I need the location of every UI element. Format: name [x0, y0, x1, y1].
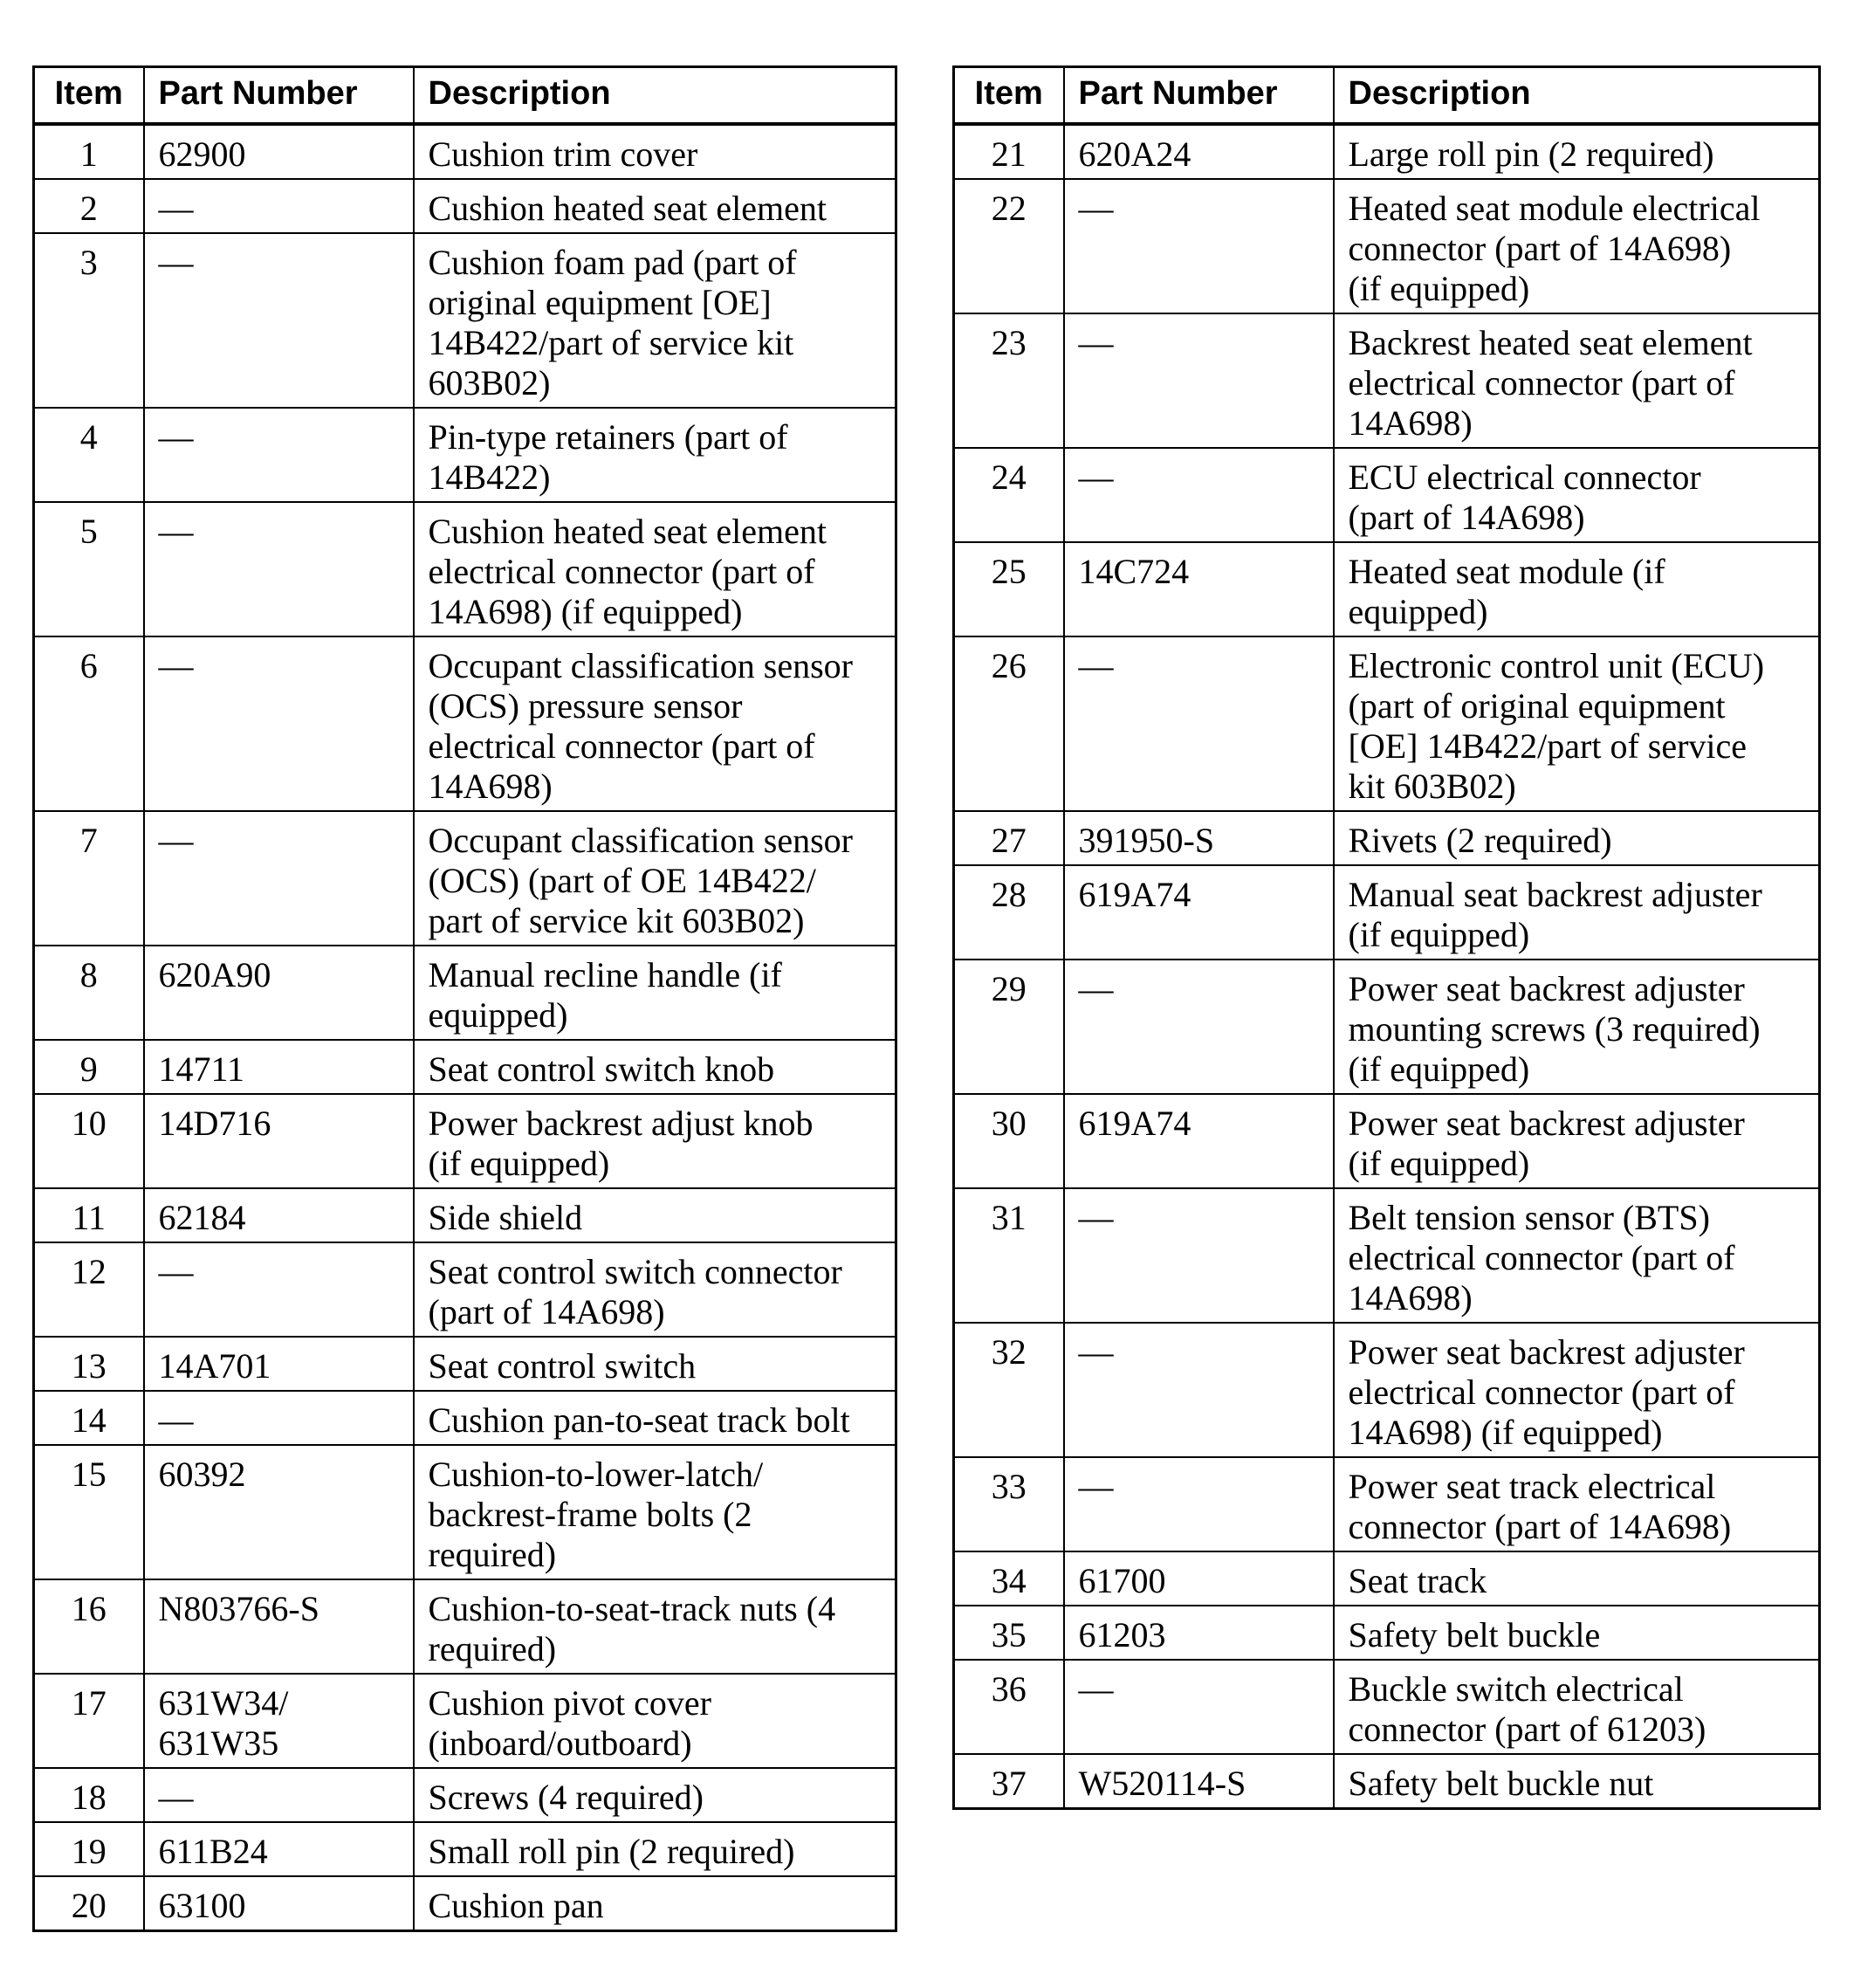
table-row	[34, 1876, 896, 1931]
part-number-cell: 391950-S	[1064, 811, 1334, 865]
description-cell: Cushion-to-lower-latch/ backrest-frame bolts (2 required)	[414, 1445, 896, 1579]
part-number-cell: —	[1064, 1457, 1334, 1551]
description-cell: Pin-type retainers (part of 14B422)	[414, 408, 896, 502]
table-row	[34, 502, 896, 636]
item-number-cell: 18	[34, 1768, 144, 1822]
part-number-cell: —	[1064, 960, 1334, 1094]
part-number-cell: N803766-S	[144, 1579, 414, 1674]
table-row	[34, 636, 896, 811]
table-row	[34, 1188, 896, 1242]
item-number-cell: 2	[34, 179, 144, 233]
table-row	[954, 1094, 1820, 1188]
part-number-cell: —	[1064, 1188, 1334, 1323]
part-number-cell: 611B24	[144, 1822, 414, 1876]
item-number-cell: 34	[954, 1551, 1064, 1606]
item-number-cell: 16	[34, 1579, 144, 1674]
part-number-cell: —	[144, 1391, 414, 1445]
item-number-cell: 13	[34, 1337, 144, 1391]
item-number-cell: 32	[954, 1323, 1064, 1457]
item-number-cell: 8	[34, 946, 144, 1040]
part-number-cell: 14C724	[1064, 542, 1334, 636]
part-number-cell: —	[144, 502, 414, 636]
part-number-cell: 620A90	[144, 946, 414, 1040]
table-row	[954, 1457, 1820, 1551]
description-cell: Cushion heated seat element electrical connector (part of 14A698) (if equipped)	[414, 502, 896, 636]
part-number-cell: —	[144, 233, 414, 408]
table-row	[34, 1822, 896, 1876]
description-cell: Seat control switch connector (part of 14A698)	[414, 1242, 896, 1337]
description-cell: Cushion pan-to-seat track bolt	[414, 1391, 896, 1445]
table-row	[34, 1579, 896, 1674]
description-cell: Heated seat module electrical connector (part of 14A698) (if equipped)	[1334, 179, 1820, 313]
description-cell: Rivets (2 required)	[1334, 811, 1820, 865]
part-number-cell: 620A24	[1064, 124, 1334, 179]
parts-table-left	[32, 65, 897, 1932]
item-number-cell: 10	[34, 1094, 144, 1188]
item-number-cell: 12	[34, 1242, 144, 1337]
table-row	[34, 124, 896, 179]
table-row	[954, 1323, 1820, 1457]
description-cell: Power seat backrest adjuster mounting screws (3 required) (if equipped)	[1334, 960, 1820, 1094]
table-row	[34, 1040, 896, 1094]
table-row	[954, 1606, 1820, 1660]
description-cell: Seat control switch	[414, 1337, 896, 1391]
part-number-cell: —	[1064, 448, 1334, 542]
description-cell: Occupant classification sensor (OCS) pressure sensor electrical connector (part of 14A698)	[414, 636, 896, 811]
item-number-cell: 3	[34, 233, 144, 408]
description-cell: Manual seat backrest adjuster (if equipped)	[1334, 865, 1820, 960]
table-header-row	[34, 67, 896, 125]
part-number-cell: 60392	[144, 1445, 414, 1579]
header-item: Item	[34, 67, 144, 125]
part-number-cell: —	[144, 179, 414, 233]
part-number-cell: 619A74	[1064, 1094, 1334, 1188]
part-number-cell: W520114-S	[1064, 1754, 1334, 1809]
item-number-cell: 29	[954, 960, 1064, 1094]
header-description: Description	[1334, 67, 1820, 125]
item-number-cell: 6	[34, 636, 144, 811]
part-number-cell: —	[144, 1242, 414, 1337]
item-number-cell: 30	[954, 1094, 1064, 1188]
table-row	[954, 124, 1820, 179]
part-number-cell: —	[144, 408, 414, 502]
table-row	[954, 542, 1820, 636]
table-row	[954, 448, 1820, 542]
part-number-cell: —	[1064, 1323, 1334, 1457]
table-row	[34, 811, 896, 946]
header-part-number: Part Number	[144, 67, 414, 125]
part-number-cell: 14A701	[144, 1337, 414, 1391]
part-number-cell: 63100	[144, 1876, 414, 1931]
description-cell: Seat track	[1334, 1551, 1820, 1606]
table-row	[954, 865, 1820, 960]
table-row	[954, 179, 1820, 313]
description-cell: Manual recline handle (if equipped)	[414, 946, 896, 1040]
table-row	[954, 960, 1820, 1094]
table-row	[954, 811, 1820, 865]
item-number-cell: 7	[34, 811, 144, 946]
item-number-cell: 26	[954, 636, 1064, 811]
description-cell: Small roll pin (2 required)	[414, 1822, 896, 1876]
item-number-cell: 37	[954, 1754, 1064, 1809]
part-number-cell: 619A74	[1064, 865, 1334, 960]
description-cell: Cushion foam pad (part of original equipment [OE] 14B422/part of service kit 603B02)	[414, 233, 896, 408]
item-number-cell: 25	[954, 542, 1064, 636]
description-cell: Electronic control unit (ECU) (part of original equipment [OE] 14B422/part of service kit 603B02)	[1334, 636, 1820, 811]
table-row	[954, 636, 1820, 811]
table-row	[34, 1337, 896, 1391]
description-cell: Cushion heated seat element	[414, 179, 896, 233]
description-cell: Safety belt buckle nut	[1334, 1754, 1820, 1809]
table-row	[34, 1242, 896, 1337]
table-row	[34, 1445, 896, 1579]
description-cell: Belt tension sensor (BTS) electrical connector (part of 14A698)	[1334, 1188, 1820, 1323]
header-description: Description	[414, 67, 896, 125]
description-cell: Power backrest adjust knob (if equipped)	[414, 1094, 896, 1188]
item-number-cell: 1	[34, 124, 144, 179]
item-number-cell: 4	[34, 408, 144, 502]
table-row	[954, 1551, 1820, 1606]
part-number-cell: —	[144, 636, 414, 811]
part-number-cell: 631W34/ 631W35	[144, 1674, 414, 1768]
part-number-cell: —	[1064, 1660, 1334, 1754]
description-cell: Heated seat module (if equipped)	[1334, 542, 1820, 636]
table-row	[34, 408, 896, 502]
description-cell: Power seat track electrical connector (part of 14A698)	[1334, 1457, 1820, 1551]
part-number-cell: 61203	[1064, 1606, 1334, 1660]
table-row	[34, 1768, 896, 1822]
header-part-number: Part Number	[1064, 67, 1334, 125]
table-row	[34, 1391, 896, 1445]
table-row	[34, 1674, 896, 1768]
item-number-cell: 19	[34, 1822, 144, 1876]
item-number-cell: 36	[954, 1660, 1064, 1754]
part-number-cell: —	[144, 811, 414, 946]
part-number-cell: —	[1064, 179, 1334, 313]
part-number-cell: 62184	[144, 1188, 414, 1242]
table-row	[954, 1754, 1820, 1809]
part-number-cell: —	[1064, 313, 1334, 448]
item-number-cell: 20	[34, 1876, 144, 1931]
description-cell: Buckle switch electrical connector (part of 61203)	[1334, 1660, 1820, 1754]
description-cell: Large roll pin (2 required)	[1334, 124, 1820, 179]
item-number-cell: 5	[34, 502, 144, 636]
item-number-cell: 28	[954, 865, 1064, 960]
description-cell: Power seat backrest adjuster (if equipped)	[1334, 1094, 1820, 1188]
part-number-cell: 14D716	[144, 1094, 414, 1188]
table-row	[34, 946, 896, 1040]
description-cell: Backrest heated seat element electrical connector (part of 14A698)	[1334, 313, 1820, 448]
description-cell: Cushion-to-seat-track nuts (4 required)	[414, 1579, 896, 1674]
table-row	[954, 313, 1820, 448]
item-number-cell: 24	[954, 448, 1064, 542]
table-row	[34, 1094, 896, 1188]
item-number-cell: 23	[954, 313, 1064, 448]
item-number-cell: 11	[34, 1188, 144, 1242]
parts-table-right	[952, 65, 1821, 1810]
description-cell: Safety belt buckle	[1334, 1606, 1820, 1660]
description-cell: Occupant classification sensor (OCS) (part of OE 14B422/ part of service kit 603B02)	[414, 811, 896, 946]
part-number-cell: —	[1064, 636, 1334, 811]
table-row	[954, 1188, 1820, 1323]
table-row	[954, 1660, 1820, 1754]
item-number-cell: 17	[34, 1674, 144, 1768]
description-cell: Side shield	[414, 1188, 896, 1242]
part-number-cell: —	[144, 1768, 414, 1822]
table-row	[34, 179, 896, 233]
description-cell: Seat control switch knob	[414, 1040, 896, 1094]
item-number-cell: 15	[34, 1445, 144, 1579]
description-cell: ECU electrical connector (part of 14A698)	[1334, 448, 1820, 542]
item-number-cell: 14	[34, 1391, 144, 1445]
description-cell: Cushion pivot cover (inboard/outboard)	[414, 1674, 896, 1768]
description-cell: Cushion pan	[414, 1876, 896, 1931]
item-number-cell: 9	[34, 1040, 144, 1094]
header-item: Item	[954, 67, 1064, 125]
part-number-cell: 61700	[1064, 1551, 1334, 1606]
item-number-cell: 22	[954, 179, 1064, 313]
table-header-row	[954, 67, 1820, 125]
part-number-cell: 62900	[144, 124, 414, 179]
table-row	[34, 233, 896, 408]
description-cell: Screws (4 required)	[414, 1768, 896, 1822]
description-cell: Power seat backrest adjuster electrical connector (part of 14A698) (if equipped)	[1334, 1323, 1820, 1457]
item-number-cell: 21	[954, 124, 1064, 179]
part-number-cell: 14711	[144, 1040, 414, 1094]
item-number-cell: 27	[954, 811, 1064, 865]
item-number-cell: 35	[954, 1606, 1064, 1660]
item-number-cell: 31	[954, 1188, 1064, 1323]
item-number-cell: 33	[954, 1457, 1064, 1551]
description-cell: Cushion trim cover	[414, 124, 896, 179]
